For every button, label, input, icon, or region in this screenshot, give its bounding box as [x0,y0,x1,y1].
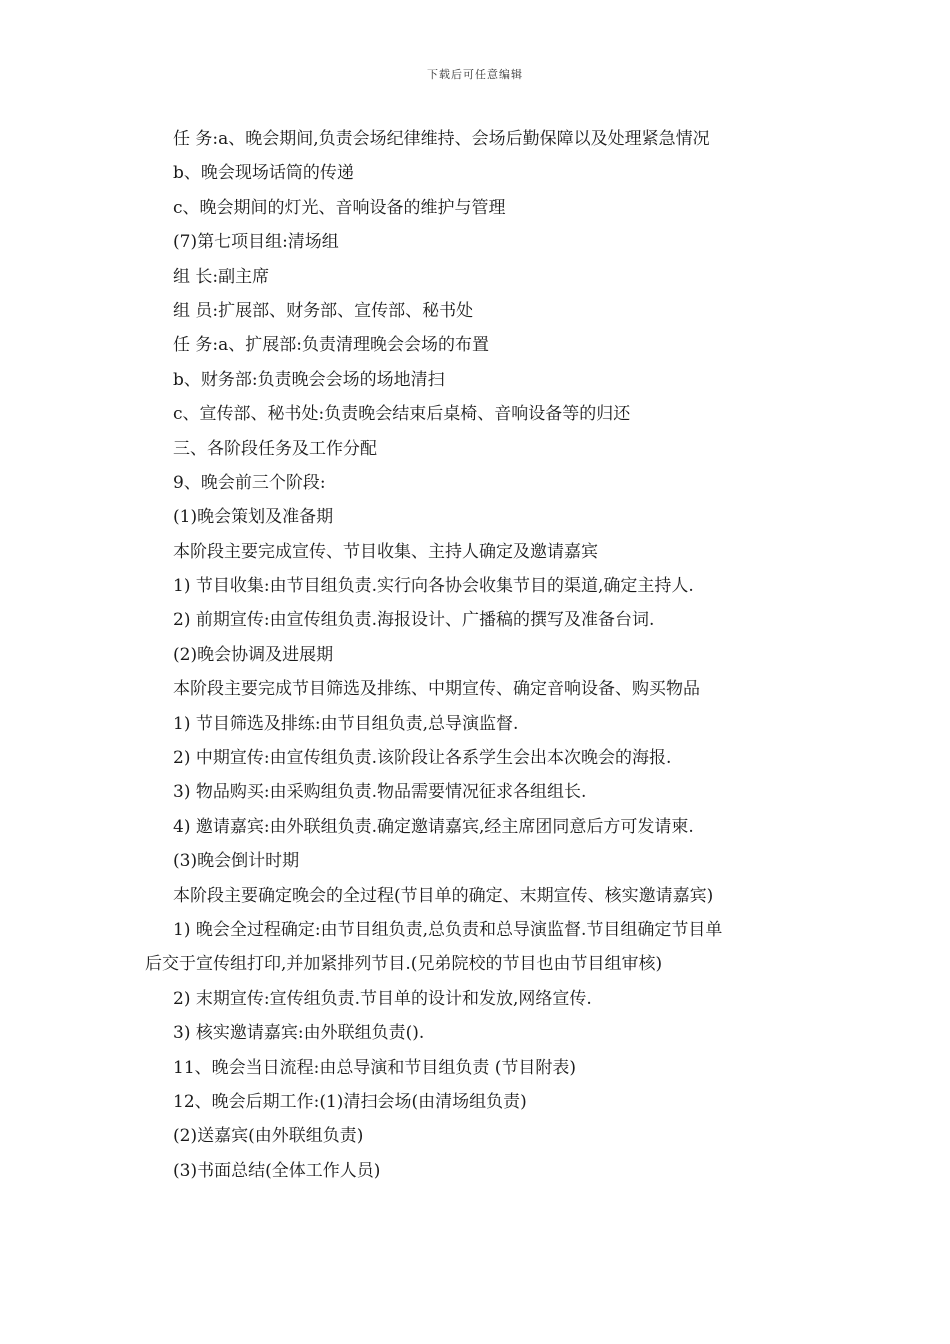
text-line: c、晚会期间的灯光、音响设备的维护与管理 [173,197,506,218]
text-line: 1) 节目筛选及排练:由节目组负责,总导演监督. [173,713,519,734]
text-line: 1) 节目收集:由节目组负责.实行向各协会收集节目的渠道,确定主持人. [173,576,694,597]
text-line: (2)晚会协调及进展期 [173,644,334,665]
text-line: 本阶段主要确定晚会的全过程(节目单的确定、末期宣传、核实邀请嘉宾) [173,885,714,906]
text-line: 本阶段主要完成宣传、节目收集、主持人确定及邀请嘉宾 [173,541,598,562]
text-line: 后交于宣传组打印,并加紧排列节目.(兄弟院校的节目也由节目组审核) [145,954,663,975]
text-line: 2) 中期宣传:由宣传组负责.该阶段让各系学生会出本次晚会的海报. [173,748,672,769]
text-line: (1)晚会策划及准备期 [173,507,334,528]
text-line: 任 务:a、晚会期间,负责会场纪律维持、会场后勤保障以及处理紧急情况 [173,129,710,149]
text-line: b、财务部:负责晚会会场的场地清扫 [173,369,445,390]
text-line: 组 员:扩展部、财务部、宣传部、秘书处 [173,300,474,321]
text-line: 三、各阶段任务及工作分配 [173,438,377,459]
text-line: (2)送嘉宾(由外联组负责) [173,1126,364,1147]
text-line: (7)第七项目组:清场组 [173,232,339,253]
text-line: 3) 核实邀请嘉宾:由外联组负责(). [173,1023,425,1044]
text-line: 11、晚会当日流程:由总导演和节目组负责 (节目附表) [173,1057,577,1078]
text-line: 12、晚会后期工作:(1)清扫会场(由清场组负责) [173,1091,527,1112]
text-line: 2) 末期宣传:宣传组负责.节目单的设计和发放,网络宣传. [173,988,592,1009]
text-line: 1) 晚会全过程确定:由节目组负责,总负责和总导演监督.节目组确定节目单 [173,919,723,940]
text-line: 任 务:a、扩展部:负责清理晚会会场的布置 [173,335,489,356]
text-line: 4) 邀请嘉宾:由外联组负责.确定邀请嘉宾,经主席团同意后方可发请柬. [173,816,694,837]
text-line: 本阶段主要完成节目筛选及排练、中期宣传、确定音响设备、购买物品 [173,679,700,700]
text-line: 组 长:副主席 [173,266,270,287]
document-body [145,122,820,1188]
text-line: b、晚会现场话筒的传递 [173,163,354,184]
text-line: 2) 前期宣传:由宣传组负责.海报设计、广播稿的撰写及准备台词. [173,610,655,631]
text-line: c、宣传部、秘书处:负责晚会结束后桌椅、音响设备等的归还 [173,404,631,425]
text-line: 9、晚会前三个阶段: [173,472,326,493]
text-line: (3)书面总结(全体工作人员) [173,1160,381,1181]
text-line: 3) 物品购买:由采购组负责.物品需要情况征求各组组长. [173,782,587,803]
page-header-note: 下载后可任意编辑 [427,68,523,81]
text-line: (3)晚会倒计时期 [173,851,300,872]
